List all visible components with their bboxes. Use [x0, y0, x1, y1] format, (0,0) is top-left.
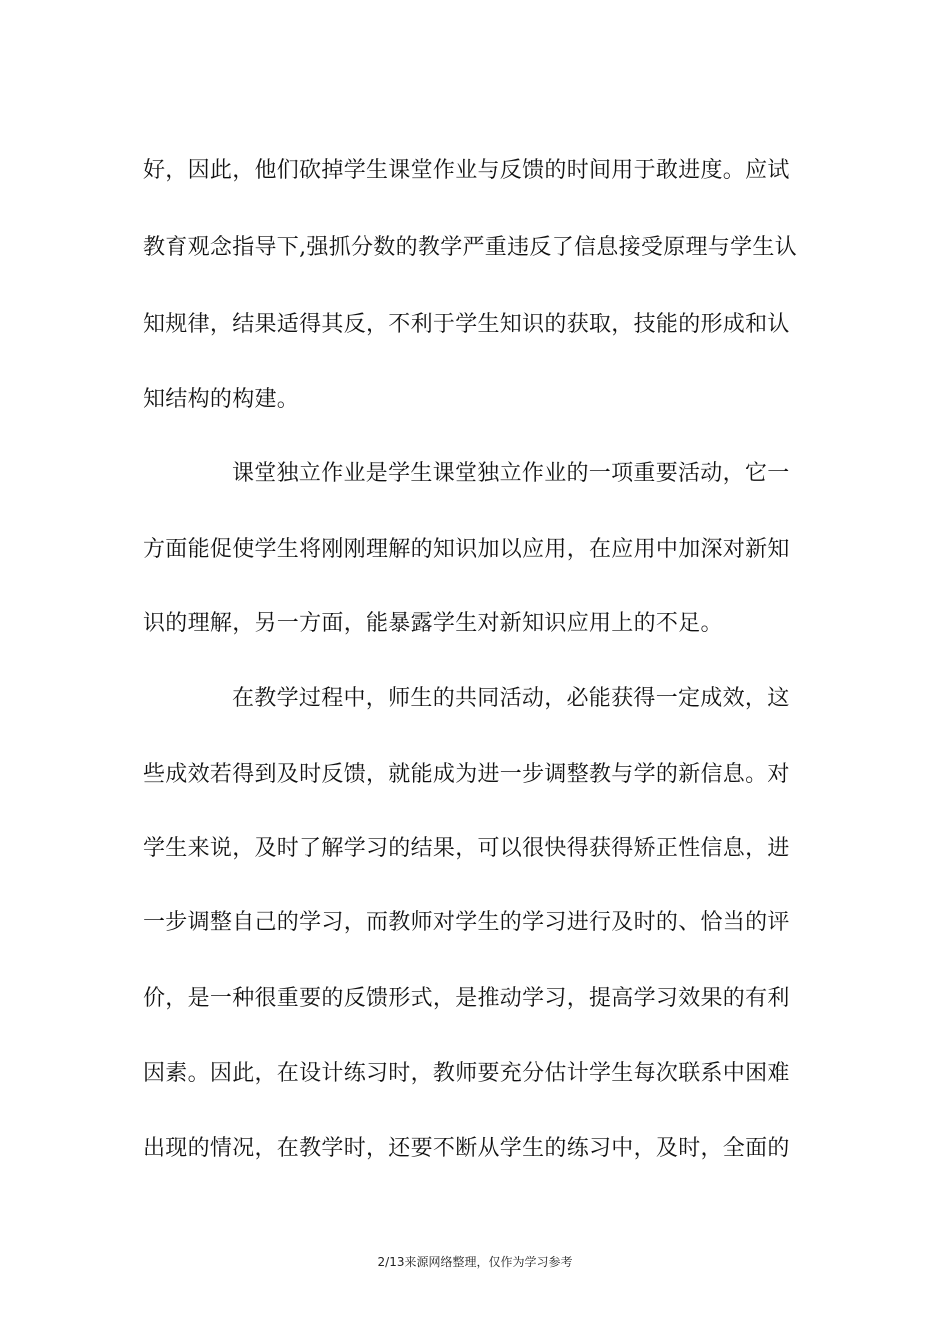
paragraph-2-line-3: 识的理解，另一方面，能暴露学生对新知识应用上的不足。 [143, 611, 723, 636]
paragraph-3-line-1: 在教学过程中，师生的共同活动，必能获得一定成效，这 [232, 686, 790, 711]
paragraph-3-line-7: 出现的情况，在教学时，还要不断从学生的练习中，及时，全面的 [143, 1136, 790, 1161]
paragraph-3-line-6: 因素。因此，在设计练习时，教师要充分估计学生每次联系中困难 [143, 1061, 790, 1086]
page-number: 2/13 [377, 1255, 405, 1269]
paragraph-3-line-2: 些成效若得到及时反馈，就能成为进一步调整教与学的新信息。对 [143, 762, 790, 787]
paragraph-1-line-1: 好，因此，他们砍掉学生课堂作业与反馈的时间用于敢进度。应试 [143, 158, 790, 183]
footer-note: 来源网络整理，仅作为学习参考 [404, 1255, 573, 1269]
paragraph-3-line-4: 一步调整自己的学习，而教师对学生的学习进行及时的、恰当的评 [143, 910, 790, 935]
paragraph-3-line-5: 价，是一种很重要的反馈形式，是推动学习，提高学习效果的有利 [143, 986, 790, 1011]
paragraph-1-line-4: 知结构的构建。 [143, 387, 300, 412]
page-footer [0, 1254, 950, 1270]
paragraph-3-line-3: 学生来说，及时了解学习的结果，可以很快得获得矫正性信息，进 [143, 836, 790, 861]
paragraph-1-line-2: 教育观念指导下,强抓分数的教学严重违反了信息接受原理与学生认 [143, 235, 797, 260]
paragraph-2-line-1: 课堂独立作业是学生课堂独立作业的一项重要活动，它一 [232, 461, 790, 486]
paragraph-1-line-3: 知规律，结果适得其反，不利于学生知识的获取，技能的形成和认 [143, 312, 790, 337]
paragraph-2-line-2: 方面能促使学生将刚刚理解的知识加以应用，在应用中加深对新知 [143, 537, 790, 562]
